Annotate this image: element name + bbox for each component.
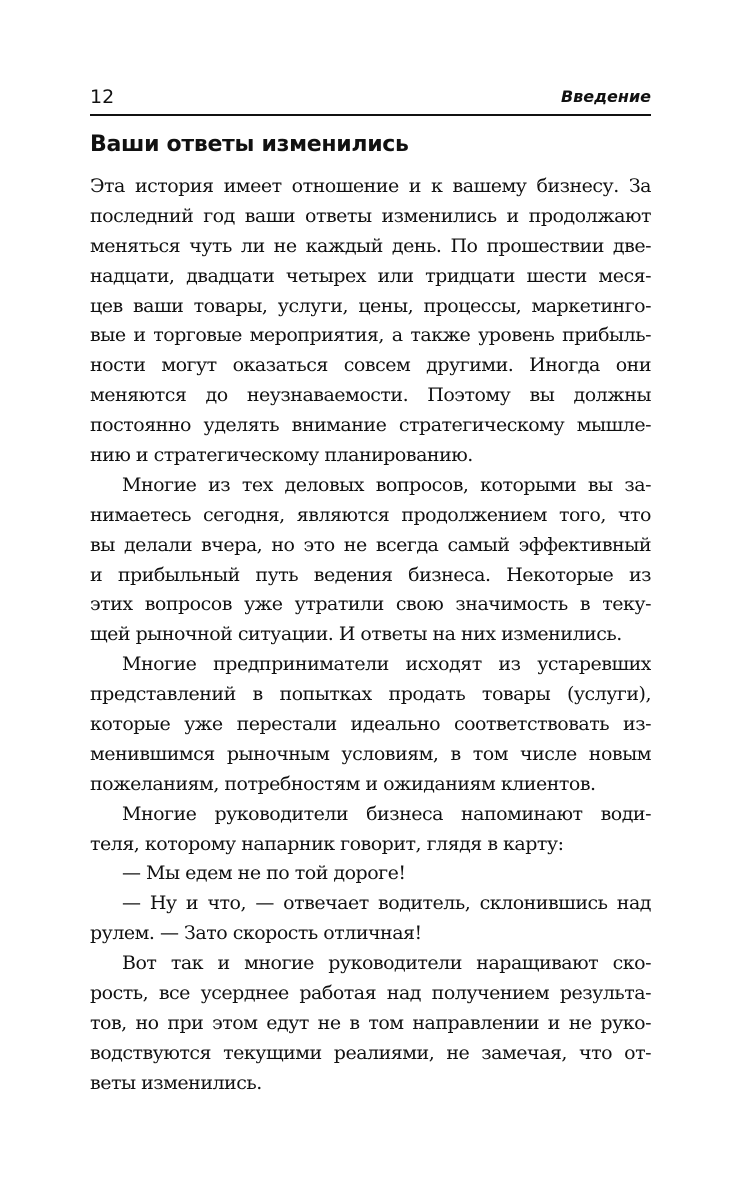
text-line: менившимся рыночным условиям, в том числе новым <box>90 742 651 765</box>
text-line: щей рыночной ситуации. И ответы на них изменились. <box>90 623 622 646</box>
text-line: меняться чуть ли не каждый день. По прошествии две- <box>90 234 651 257</box>
text-line: рулем. — Зато скорость отличная! <box>90 922 422 945</box>
text-line: представлений в попытках продать товары (услуги), <box>90 683 651 706</box>
text-line: этих вопросов уже утратили свою значимость в теку- <box>90 593 651 616</box>
body-text <box>90 172 651 1099</box>
header-rule <box>90 114 651 116</box>
text-line: и прибыльный путь ведения бизнеса. Некоторые из <box>90 563 651 586</box>
text-line: нию и стратегическому планированию. <box>90 444 473 467</box>
text-line: ности могут оказаться совсем другими. Иногда они <box>90 354 651 377</box>
text-line: Многие из тех деловых вопросов, которыми вы за- <box>122 473 651 496</box>
text-line: тов, но при этом едут не в том направлении и не руко- <box>90 1011 651 1034</box>
text-line: Эта история имеет отношение и к вашему бизнесу. За <box>90 175 651 197</box>
text-line: пожеланиям, потребностям и ожиданиям клиентов. <box>90 772 596 795</box>
text-line: вы делали вчера, но это не всегда самый эффективный <box>90 533 651 556</box>
text-line: теля, которому напарник говорит, глядя в карту: <box>90 832 564 855</box>
text-line: которые уже перестали идеально соответствовать из- <box>90 713 651 736</box>
text-line: цев ваши товары, услуги, цены, процессы, маркетинго- <box>90 294 651 317</box>
text-line: рость, все усерднее работая над получением результа- <box>90 982 651 1005</box>
text-line: Многие руководители бизнеса напоминают води- <box>122 802 651 825</box>
text-line: Многие предприниматели исходят из устаревших <box>122 653 651 676</box>
text-line: постоянно уделять внимание стратегическому мышле- <box>90 414 651 437</box>
text-line: — Мы едем не по той дороге! <box>122 862 406 885</box>
text-line: меняются до неузнаваемости. Поэтому вы должны <box>90 384 651 407</box>
text-line: Вот так и многие руководители наращивают ско- <box>122 952 651 975</box>
text-line: водствуются текущими реалиями, не замечая, что от- <box>90 1041 651 1064</box>
page-header <box>90 86 651 112</box>
text-line: нимаетесь сегодня, являются продолжением того, что <box>90 503 651 526</box>
text-line: последний год ваши ответы изменились и продолжают <box>90 204 651 227</box>
text-line: вые и торговые мероприятия, а также уровень прибыль- <box>90 324 651 347</box>
running-title: Введение <box>560 87 651 106</box>
text-line: — Ну и что, — отвечает водитель, склонившись над <box>122 892 651 915</box>
text-line: веты изменились. <box>90 1071 262 1094</box>
page-number: 12 <box>90 86 115 108</box>
text-line: надцати, двадцати четырех или тридцати шести меся- <box>90 264 651 287</box>
section-heading: Ваши ответы изменились <box>90 132 409 157</box>
